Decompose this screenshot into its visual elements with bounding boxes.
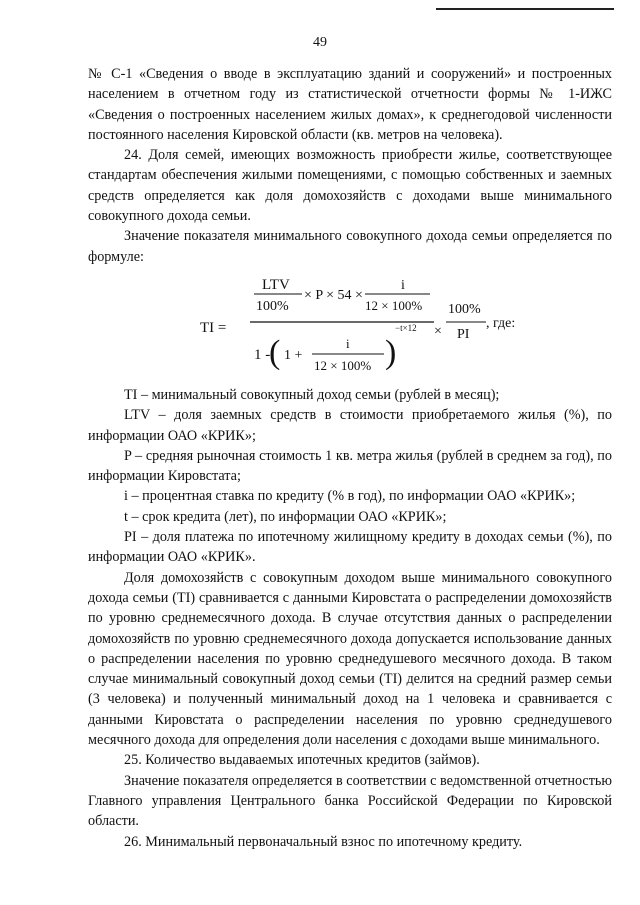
paren-left: ( [269,333,281,371]
paragraph: P – средняя рыночная стоимость 1 кв. метра жилья (рублей в среднем за год), по информации Кировстата; [88,447,612,485]
formula-times-p-54: × P × 54 × [304,287,363,303]
paragraph: Значение показателя минимального совокупного дохода семьи определяется по формуле: [88,228,612,265]
formula-hundred-2: 100% [448,301,481,317]
formula-denom-1: 12 × 100% [365,297,423,313]
formula [88,267,612,385]
formula-where: , где: [486,315,516,331]
formula-svg [88,267,612,385]
formula-lhs: TI = [200,319,227,336]
formula-one-minus: 1 - [254,346,271,363]
top-rule [436,8,614,10]
paragraph: Доля домохозяйств с совокупным доходом выше минимального совокупного дохода семьи (TI) сравнивается с данными Кировстата о распределении домохозяйств по уровню среднемесячного дохода. В случае отсутствия данных о распределении домохозяйств по уровню среднемесячного дохода допускается использование данных о распределении населения по уровню среднедушевого месячного дохода. В таком случае минимальный совокупный доход семьи (TI) делится на средний размер семьи (3 человека) и полученный минимальный доход на 1 человека и сравнивается с данными Кировстата о распределении населения по уровню среднедушевого месячного дохода для определения доли населения с доходами выше минимального. [88,569,612,749]
formula-pi: PI [457,326,470,342]
document-body [88,64,612,852]
formula-exponent: −t×12 [395,322,417,333]
formula-denom-2: 12 × 100% [314,357,372,373]
formula-one-plus: 1 + [284,347,303,363]
formula-ltv: LTV [262,276,290,293]
formula-hundred-1: 100% [256,298,289,314]
formula-i-2: i [346,335,350,351]
paragraphs-after [88,385,612,852]
paragraph: Значение показателя определяется в соответствии с ведомственной отчетностью Главного управления Центрального банка Российской Федерации по Кировской области. [88,772,612,830]
page-number: 49 [313,35,327,50]
paragraph: TI – минимальный совокупный доход семьи (рублей в месяц); [124,386,500,403]
paragraph: 24. Доля семей, имеющих возможность приобрести жилье, соответствующее стандартам обеспечения жилыми помещениями, с помощью собственных и заемных средств определяется как доля домохозяйств с доходами выше минимального совокупного дохода семьи. [88,147,612,225]
paragraph: 25. Количество выдаваемых ипотечных кредитов (займов). [124,752,480,769]
formula-i-1: i [401,277,405,293]
paragraph: 26. Минимальный первоначальный взнос по ипотечному кредиту. [124,833,523,850]
formula-times: × [434,323,442,339]
paragraphs-before [88,64,612,267]
paragraph: PI – доля платежа по ипотечному жилищному кредиту в доходах семьи (%), по информации ОАО «КРИК». [88,529,612,566]
paragraph: № С-1 «Сведения о вводе в эксплуатацию зданий и сооружений» и построенных населением в отчетном году из статистической отчетности формы № 1-ИЖС «Сведения о построенных населением жилых домах», к среднегодовой численности постоянного населения Кировской области (кв. метров на человека). [88,66,612,143]
paragraph: t – срок кредита (лет), по информации ОАО «КРИК»; [124,508,447,525]
paragraph: i – процентная ставка по кредиту (% в год), по информации ОАО «КРИК»; [124,488,576,505]
paren-right: ) [385,333,397,371]
paragraph: LTV – доля заемных средств в стоимости приобретаемого жилья (%), по информации ОАО «КРИК»; [88,407,612,444]
